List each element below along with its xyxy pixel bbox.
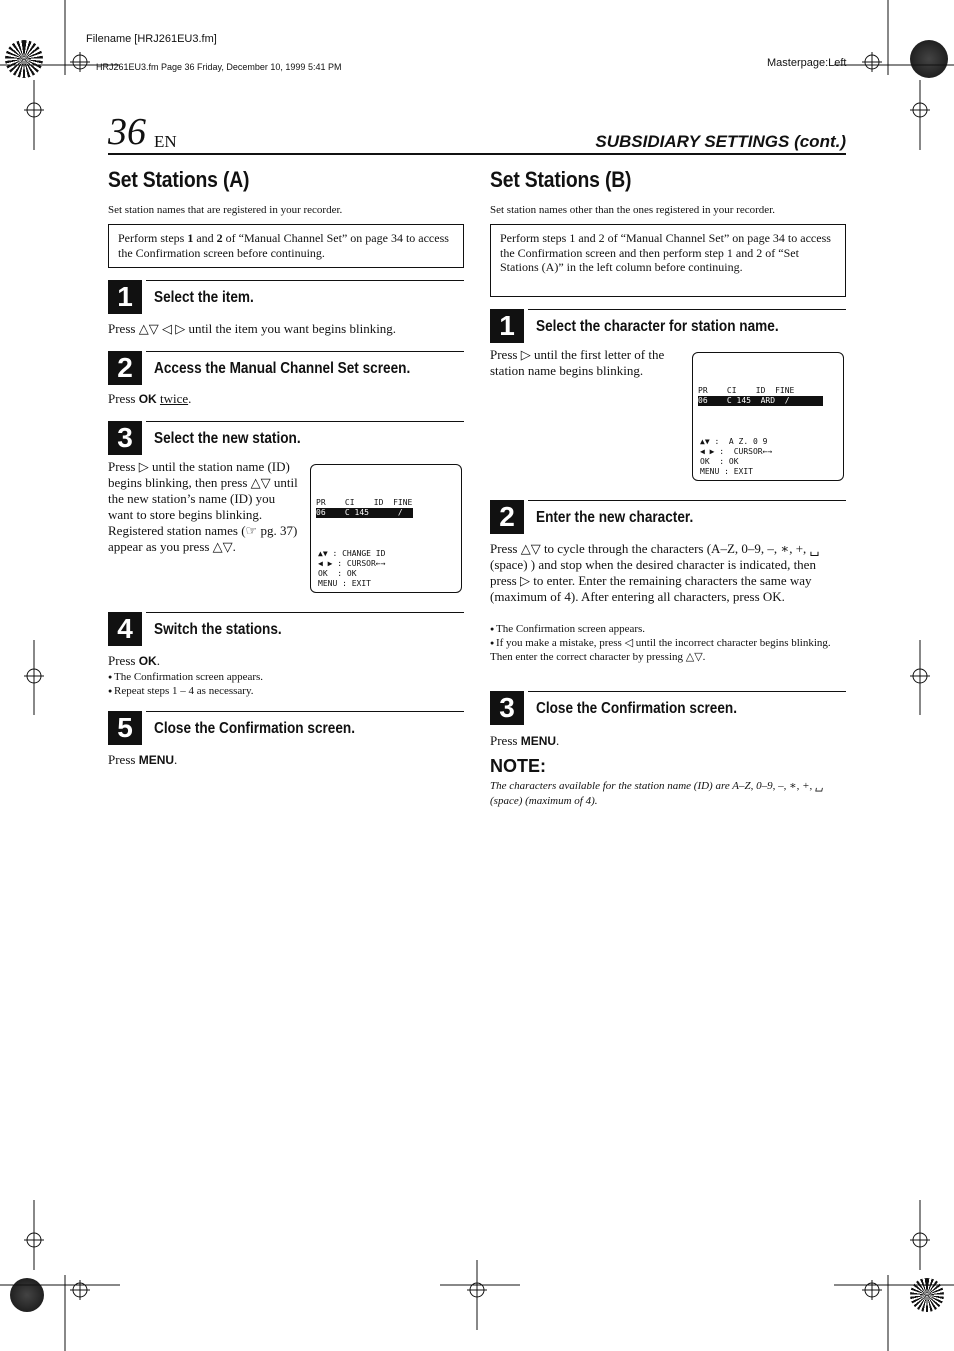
- step-text: Press OK twice.: [108, 391, 192, 406]
- filename-label: Filename [HRJ261EU3.fm]: [86, 33, 217, 45]
- step-rule: [146, 351, 464, 352]
- osd-screen: [310, 464, 462, 593]
- bullet-item: ● If you make a mistake, press ◁ until the incorrect character begins blinking. Then enter the correct character by pressing △▽.: [490, 636, 840, 664]
- step-title: Select the character for station name.: [536, 318, 779, 335]
- step-title: Close the Confirmation screen.: [536, 700, 738, 717]
- step-title: Select the new station.: [154, 430, 301, 447]
- step-text: Press △▽ to cycle through the characters (A–Z, 0–9, –, ∗, +, ␣ (space) ) and stop when the desired character is indicated, then press ▷ to enter. Enter the remaining characters the same way (maximum of 4). After entering all characters, press OK.: [490, 541, 820, 604]
- left-prereq-box: Perform steps 1 and 2 of “Manual Channel Set” on page 34 to access the Confirmation screen before continuing.: [108, 224, 464, 268]
- step-number: 4: [108, 612, 142, 646]
- step-number: 3: [490, 691, 524, 725]
- step-rule: [146, 711, 464, 712]
- step-title: Switch the stations.: [154, 621, 282, 638]
- step-rule: [528, 691, 846, 692]
- right-prereq-box: Perform steps 1 and 2 of “Manual Channel Set” on page 34 to access the Confirmation screen and then perform step 1 and 2 of “Set Stations (A)” in the left column before continuing.: [490, 224, 846, 297]
- page-lang: EN: [154, 132, 177, 151]
- osd-line: PR CI ID FINE: [316, 498, 413, 507]
- right-intro: Set station names other than the ones registered in your recorder.: [490, 204, 775, 216]
- step-rule: [528, 500, 846, 501]
- step-text: Press MENU.: [108, 752, 178, 767]
- osd-line: OK : OK: [700, 457, 739, 466]
- osd-line: PR CI ID FINE: [698, 386, 795, 395]
- osd-line: ◀ ▶ : CURSOR←→: [700, 447, 773, 456]
- osd-line: OK : OK: [318, 569, 357, 578]
- bullet-item: ● The Confirmation screen appears.: [490, 622, 645, 636]
- left-title: Set Stations (A): [108, 167, 250, 192]
- step-number: 3: [108, 421, 142, 455]
- step-text: Press △▽ ◁ ▷ until the item you want begins blinking.: [108, 321, 397, 336]
- step-number: 5: [108, 711, 142, 745]
- step-number: 1: [490, 309, 524, 343]
- step-number: 2: [108, 351, 142, 385]
- osd-line: MENU : EXIT: [318, 579, 371, 588]
- header-rule: [108, 153, 846, 155]
- step-number: 2: [490, 500, 524, 534]
- step-title: Close the Confirmation screen.: [154, 720, 356, 737]
- osd-line: ▲▼ : A Z. 0 9: [700, 437, 768, 446]
- osd-line: ◀ ▶ : CURSOR←→: [318, 559, 386, 568]
- left-intro: Set station names that are registered in your recorder.: [108, 204, 343, 216]
- step-title: Enter the new character.: [536, 509, 694, 526]
- step-text: Press MENU.: [490, 733, 560, 748]
- step-rule: [146, 421, 464, 422]
- osd-line: ▲▼ : CHANGE ID: [318, 549, 386, 558]
- note-text: The characters available for the station name (ID) are A–Z, 0–9, –, ∗, +, ␣ (space) (maximum of 4).: [490, 780, 824, 807]
- step-text: Press OK.: [108, 653, 160, 668]
- osd-screen: [692, 352, 844, 481]
- step-rule: [528, 309, 846, 310]
- step-title: Access the Manual Channel Set screen.: [154, 360, 411, 377]
- step-text: Press ▷ until the station name (ID) begins blinking, then press △▽ until the new station’s name (ID) you want to store begins blinking. Registered station names (☞ pg. 37) appear as you press △▽.: [108, 459, 298, 554]
- section-title: SUBSIDIARY SETTINGS (cont.): [595, 132, 846, 151]
- bullet-item: ● Repeat steps 1 – 4 as necessary.: [108, 684, 253, 698]
- osd-line-highlight: 06 C 145 /: [316, 508, 413, 518]
- masterpage-label: Masterpage:Left: [767, 57, 847, 69]
- step-number: 1: [108, 280, 142, 314]
- step-rule: [146, 612, 464, 613]
- step-text: Press ▷ until the first letter of the station name begins blinking.: [490, 347, 665, 378]
- note-title: NOTE:: [490, 756, 546, 776]
- right-title: Set Stations (B): [490, 167, 632, 192]
- file-info: HRJ261EU3.fm Page 36 Friday, December 10, 1999 5:41 PM: [96, 62, 342, 72]
- page-number: 36: [108, 111, 146, 153]
- step-title: Select the item.: [154, 289, 254, 306]
- osd-line: MENU : EXIT: [700, 467, 753, 476]
- step-rule: [146, 280, 464, 281]
- osd-line-highlight: 06 C 145 ARD /: [698, 396, 823, 406]
- bullet-item: ● The Confirmation screen appears.: [108, 670, 263, 684]
